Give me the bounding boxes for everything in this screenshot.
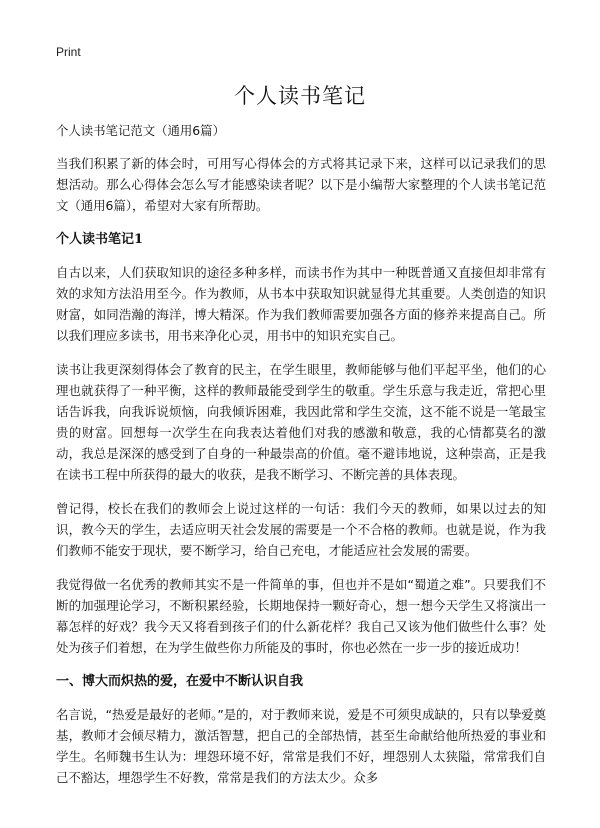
body-paragraph: 自古以来，人们获取知识的途径多种多样，而读书作为其中一种既普通又直接但却非常有效的求知方法沿用至今。作为教师，从书本中获取知识就显得尤其重要。人类创造的知识财富，如同浩瀚的海洋，博大精深。作为我们教师需要加强各方面的修养来提高自己。所以我们理应多读书，用书来净化心灵，用书中的知识充实自己。 (56, 265, 546, 343)
body-paragraph: 读书让我更深刻得体会了教育的民主，在学生眼里，教师能够与他们平起平坐，他们的心理也就获得了一种平衡，这样的教师最能受到学生的敬重。学生乐意与我走近，常把心里话告诉我，向我诉说烦恼，向我倾诉困难，我因此常和学生交流，这不能不说是一笔最宝贵的财富。回想每一次学生在向我表达着他们对我的感激和敬意，我的心情都莫名的激动，我总是深深的感受到了自身的一种最崇高的价值。毫不避讳地说，这种崇高，正是我在读书工程中所获得的最大的收获，是我不断学习、不断完善的具体表现。 (56, 362, 546, 482)
body-paragraph: 名言说，“热爱是最好的老师。”是的，对于教师来说，爱是不可须臾成缺的，只有以挚爱奠基，教师才会倾尽精力，激活智慧，把自己的全部热情，甚至生命献给他所热爱的事业和学生。名师魏书生认为：埋怨环境不好，常常是我们不好，埋怨别人太狭隘，常常我们自己不豁达，埋怨学生不好教，常常是我们的方法太少。众多 (56, 707, 546, 785)
body-paragraph: 我觉得做一名优秀的教师其实不是一件简单的事，但也并不是如“蜀道之难”。只要我们不断的加强理论学习，不断积累经验，长期地保持一颗好奇心，想一想今天学生又将演出一幕怎样的好戏？我今天又将看到孩子们的什么新花样？我自己又该为他们做些什么事？处处为孩子们着想，在为学生做些你力所能及的事时，你也必然在一步一步的接近成功！ (56, 577, 546, 655)
section-heading-1: 个人读书笔记1 (56, 232, 144, 247)
intro-paragraph: 当我们积累了新的体会时，可用写心得体会的方式将其记录下来，这样可以记录我们的思想活动。那么心得体会怎么写才能感染读者呢？以下是小编帮大家整理的个人读书笔记范文（通用6篇），希望对大家有所帮助。 (56, 156, 546, 213)
print-label: Print (56, 45, 81, 59)
body-paragraph: 曾记得，校长在我们的教师会上说过这样的一句话：我们今天的教师，如果以过去的知识，教今天的学生，去适应明天社会发展的需要是一个不合格的教师。也就是说，作为我们教师不能安于现状，要不断学习，给自己充电，才能适应社会发展的需要。 (56, 501, 546, 558)
page-title: 个人读书笔记 (234, 84, 366, 108)
document-subtitle: 个人读书笔记范文（通用6篇） (56, 123, 225, 138)
section-heading-2: 一、博大而炽热的爱，在爱中不断认识自我 (56, 674, 304, 689)
document-body (56, 120, 546, 801)
